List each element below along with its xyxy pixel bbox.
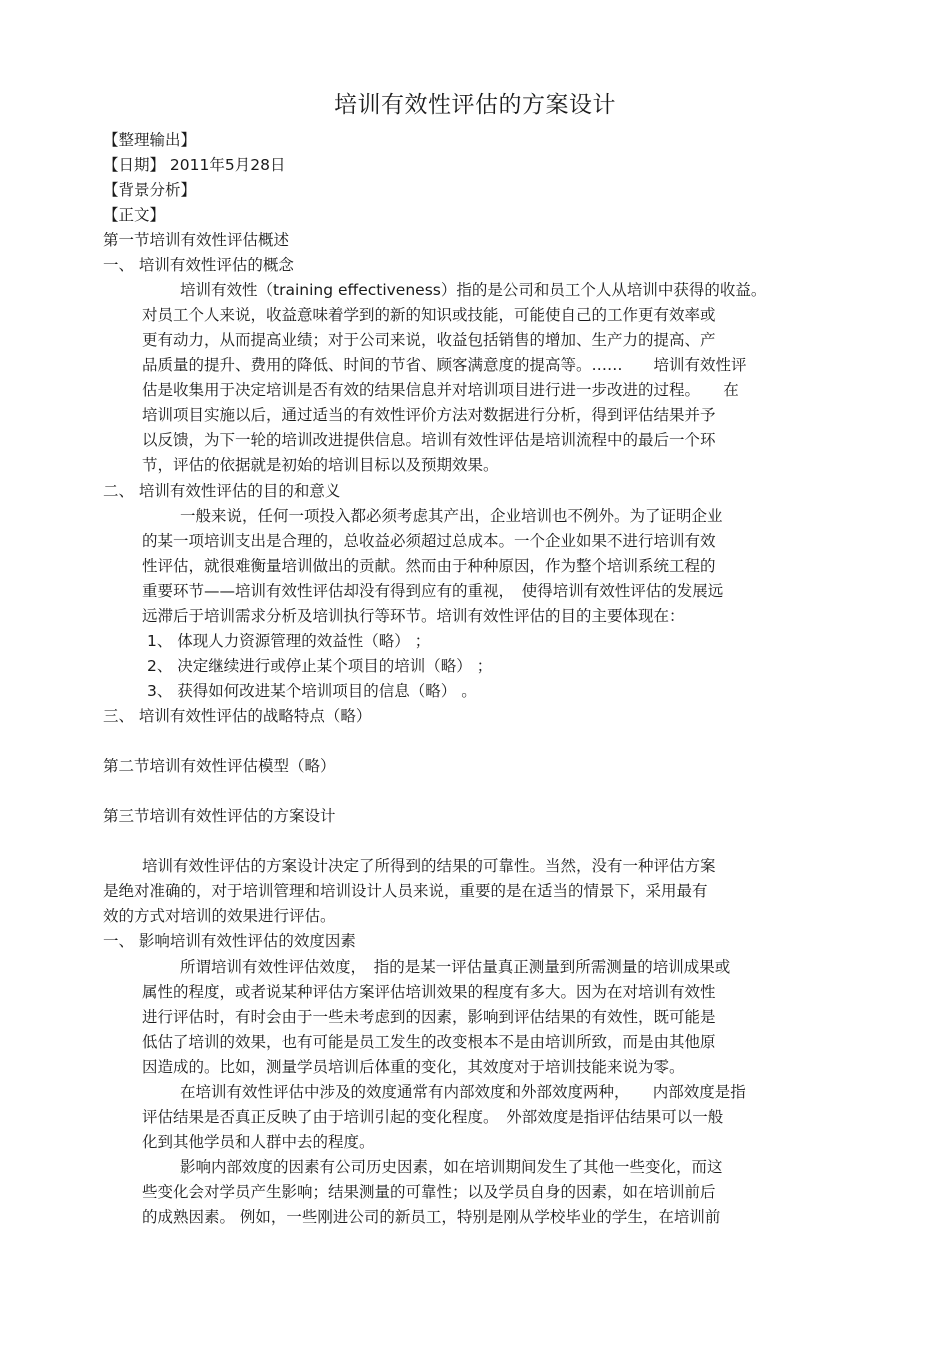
paragraph-line: 以反馈，为下一轮的培训改进提供信息。培训有效性评估是培训流程中的最后一个环	[142, 431, 716, 449]
paragraph-line: 一般来说，任何一项投入都必须考虑其产出，企业培训也不例外。为了证明企业	[180, 507, 723, 525]
section1-item3-title: 三、 培训有效性评估的战略特点（略）	[103, 707, 372, 725]
paragraph-line: 对员工个人来说，收益意味着学到的新的知识或技能，可能使自己的工作更有效率或	[142, 306, 716, 324]
section3-item1-title: 一、 影响培训有效性评估的效度因素	[103, 932, 356, 950]
paragraph-line: 估是收集用于决定培训是否有效的结果信息并对培训项目进行进一步改进的过程。 在	[142, 381, 739, 399]
paragraph-line: 更有动力，从而提高业绩；对于公司来说，收益包括销售的增加、生产力的提高、产	[142, 331, 716, 349]
section1-item1-title: 一、 培训有效性评估的概念	[103, 256, 294, 274]
paragraph-line: 评估结果是否真正反映了由于培训引起的变化程度。 外部效度是指评估结果可以一般	[142, 1108, 724, 1126]
paragraph-line: 重要环节——培训有效性评估却没有得到应有的重视， 使得培训有效性评估的发展远	[142, 582, 724, 600]
paragraph-line: 些变化会对学员产生影响；结果测量的可靠性；以及学员自身的因素，如在培训前后	[142, 1183, 716, 1201]
meta-body-label: 【正文】	[103, 206, 166, 224]
list-item: 2、 决定继续进行或停止某个项目的培训（略） ；	[147, 657, 493, 675]
paragraph-line: 培训有效性（training effectiveness）指的是公司和员工个人从培训中获得的收益。	[180, 281, 767, 299]
paragraph-line: 培训有效性评估的方案设计决定了所得到的结果的可靠性。当然，没有一种评估方案	[142, 857, 716, 875]
list-item: 1、 体现人力资源管理的效益性（略） ；	[147, 632, 431, 650]
paragraph-line: 属性的程度，或者说某种评估方案评估培训效果的程度有多大。因为在对培训有效性	[142, 983, 716, 1001]
paragraph-line: 节，评估的依据就是初始的培训目标以及预期效果。	[142, 456, 499, 474]
section1-item2-title: 二、 培训有效性评估的目的和意义	[103, 482, 341, 500]
paragraph-line: 所谓培训有效性评估效度， 指的是某一评估量真正测量到所需测量的培训成果或	[180, 958, 731, 976]
paragraph-line: 化到其他学员和人群中去的程度。	[142, 1133, 375, 1151]
paragraph-line: 影响内部效度的因素有公司历史因素，如在培训期间发生了其他一些变化，而这	[180, 1158, 723, 1176]
paragraph-line: 因造成的。比如，测量学员培训后体重的变化，其效度对于培训技能来说为零。	[142, 1058, 685, 1076]
paragraph-line: 的成熟因素。 例如，一些刚进公司的新员工，特别是刚从学校毕业的学生，在培训前	[142, 1208, 721, 1226]
paragraph-line: 效的方式对培训的效果进行评估。	[103, 907, 336, 925]
section1-heading: 第一节培训有效性评估概述	[103, 231, 290, 249]
list-item: 3、 获得如何改进某个培训项目的信息（略） 。	[147, 682, 477, 700]
paragraph-line: 培训项目实施以后，通过适当的有效性评价方法对数据进行分析，得到评估结果并予	[142, 406, 716, 424]
paragraph-line: 低估了培训的效果，也有可能是员工发生的改变根本不是由培训所致，而是由其他原	[142, 1033, 716, 1051]
meta-date: 【日期】 2011年5月28日	[103, 156, 286, 174]
meta-background: 【背景分析】	[103, 181, 197, 199]
paragraph-line: 性评估，就很难衡量培训做出的贡献。然而由于种种原因，作为整个培训系统工程的	[142, 557, 716, 575]
paragraph-line: 是绝对准确的，对于培训管理和培训设计人员来说，重要的是在适当的情景下，采用最有	[103, 882, 708, 900]
document-title: 培训有效性评估的方案设计	[334, 92, 616, 118]
paragraph-line: 在培训有效性评估中涉及的效度通常有内部效度和外部效度两种， 内部效度是指	[180, 1083, 746, 1101]
paragraph-line: 品质量的提升、费用的降低、时间的节省、顾客满意度的提高等。…… 培训有效性评	[142, 356, 747, 374]
section2-heading: 第二节培训有效性评估模型（略）	[103, 757, 336, 775]
paragraph-line: 远滞后于培训需求分析及培训执行等环节。培训有效性评估的目的主要体现在：	[142, 607, 685, 625]
section3-heading: 第三节培训有效性评估的方案设计	[103, 807, 336, 825]
paragraph-line: 进行评估时，有时会由于一些未考虑到的因素，影响到评估结果的有效性，既可能是	[142, 1008, 716, 1026]
paragraph-line: 的某一项培训支出是合理的，总收益必须超过总成本。一个企业如果不进行培训有效	[142, 532, 716, 550]
meta-organize: 【整理输出】	[103, 131, 197, 149]
